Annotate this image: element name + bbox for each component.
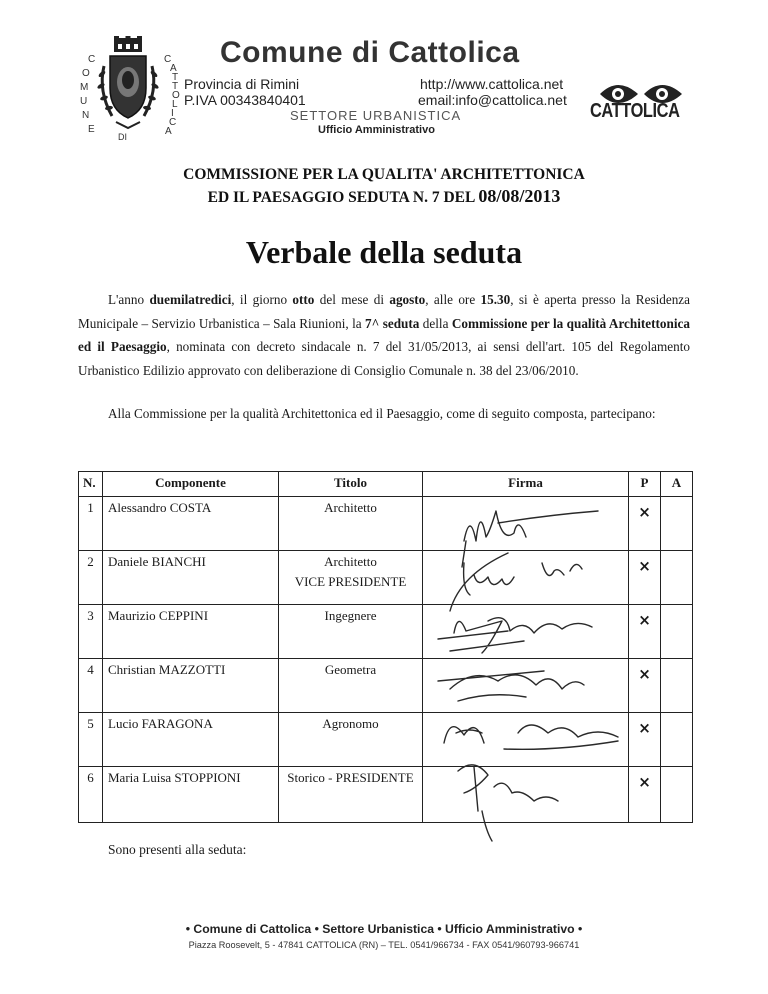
present-mark: × [629,551,661,605]
signature-cell [423,497,629,551]
row-number: 1 [79,497,103,551]
commission-session-text: ED IL PAESAGGIO SEDUTA N. 7 DEL [207,189,479,206]
table-row [79,767,693,823]
paragraph-bold: 7^ seduta [365,315,420,331]
paragraph-bold: 15.30 [480,292,511,307]
paragraph-text: , si è aperta presso la Residenza Municipale – Servizio Urbanistica – Sala Riunioni, la [78,292,690,331]
header-signature: Firma [423,472,629,497]
member-name: Christian MAZZOTTI [103,659,279,713]
arc-letter: C [164,54,172,65]
arc-letter: N [82,110,90,121]
table-row [79,497,693,551]
row-number: 3 [79,605,103,659]
signature-cell [423,713,629,767]
member-title: Agronomo [279,713,423,767]
paragraph-bold: Commissione per la qualità Architettonica ed il Paesaggio [78,315,690,354]
arc-letter: A [165,126,172,137]
row-number: 5 [79,713,103,767]
province-text: Provincia di Rimini [184,76,300,92]
document-heading: Verbale della seduta [245,234,523,270]
arc-letter: T [172,72,179,83]
paragraph-bold: agosto [389,292,426,307]
member-title: Storico - PRESIDENTE [279,767,423,823]
member-name: Maurizio CEPPINI [103,605,279,659]
present-mark: × [629,713,661,767]
arc-text-bottom: DI [118,132,127,142]
commission-title-line2 [0,186,768,207]
present-mark: × [629,605,661,659]
attendance-table [78,471,692,817]
footer-office-line: • Comune di Cattolica • Settore Urbanistica • Ufficio Amministrativo • [185,922,583,936]
arc-letter: E [88,124,95,135]
signature-cell [423,767,629,823]
arc-letter: U [80,96,88,107]
member-title [279,551,423,605]
paragraph-text: , alle ore [425,292,481,307]
row-number: 2 [79,551,103,605]
table-row [79,551,693,605]
opening-paragraph [78,288,690,382]
table-row [79,605,693,659]
arc-letter: O [172,90,180,101]
paragraph-text: , nominata con decreto sindacale n. 7 del 31/05/2013, ai sensi dell'art. 105 del Regolamento Urbanistico Edilizio approvato con deliberazione di Consiglio Comunale n. 38 del 23/06/2010. [78,339,690,378]
member-title: Architetto [279,497,423,551]
municipality-title: Comune di Cattolica [220,36,520,69]
email-link[interactable]: email:info@cattolica.net [418,92,567,108]
paragraph-text: , il giorno [231,292,293,307]
header-member: Componente [103,472,279,497]
website-link[interactable]: http://www.cattolica.net [420,76,564,92]
absent-cell [661,767,693,823]
paragraph-bold: otto [292,292,315,307]
vat-number: P.IVA 00343840401 [184,92,306,108]
member-name: Daniele BIANCHI [103,551,279,605]
department-name: SETTORE URBANISTICA [290,108,462,123]
row-number: 4 [79,659,103,713]
office-name: Ufficio Amministrativo [318,124,435,136]
footer-address-line: Piazza Roosevelt, 5 - 47841 CATTOLICA (RN) – TEL. 0541/966734 - FAX 0541/960793-966741 [188,940,580,950]
paragraph-text: L'anno [108,292,150,307]
table-header-row [79,472,693,497]
signature-cell [423,551,629,605]
present-at-session-text: Sono presenti alla seduta: [108,842,247,857]
present-mark: × [629,497,661,551]
commission-title-line1: COMMISSIONE PER LA QUALITA' ARCHITETTONICA [183,166,585,183]
arc-letter: C [88,54,96,65]
absent-cell [661,713,693,767]
table-row [79,713,693,767]
signature-cell [423,605,629,659]
arc-letter: L [172,99,178,110]
absent-cell [661,605,693,659]
composition-paragraph [78,402,690,426]
paragraph-text: della [419,315,452,331]
absent-cell [661,659,693,713]
row-number: 6 [79,767,103,823]
member-title-line1: Architetto [324,554,377,569]
member-name: Alessandro COSTA [103,497,279,551]
cattolica-logo-text: CATTOLICA [590,100,680,122]
member-name: Lucio FARAGONA [103,713,279,767]
absent-cell [661,497,693,551]
member-role: VICE PRESIDENTE [294,574,407,589]
arc-letter: I [171,108,174,119]
paragraph-text: del mese di [314,292,390,307]
signature-cell [423,659,629,713]
arc-letter: C [169,117,177,128]
header-absent: A [661,472,693,497]
header-number: N. [79,472,103,497]
arc-letter: T [172,81,179,92]
header-present: P [629,472,661,497]
session-date: 08/08/2013 [478,186,561,206]
paragraph-text: Alla Commissione per la qualità Architettonica ed il Paesaggio, come di seguito composta, partecipano: [108,406,656,421]
arc-letter: A [170,63,177,74]
member-name: Maria Luisa STOPPIONI [103,767,279,823]
arc-letter: O [82,68,90,79]
header-title: Titolo [279,472,423,497]
arc-letter: M [80,82,89,93]
member-title: Geometra [279,659,423,713]
table-row [79,659,693,713]
absent-cell [661,551,693,605]
present-mark: × [629,659,661,713]
member-title: Ingegnere [279,605,423,659]
municipal-crest-icon [96,36,160,132]
present-mark: × [629,767,661,823]
paragraph-bold: duemilatredici [149,292,232,307]
